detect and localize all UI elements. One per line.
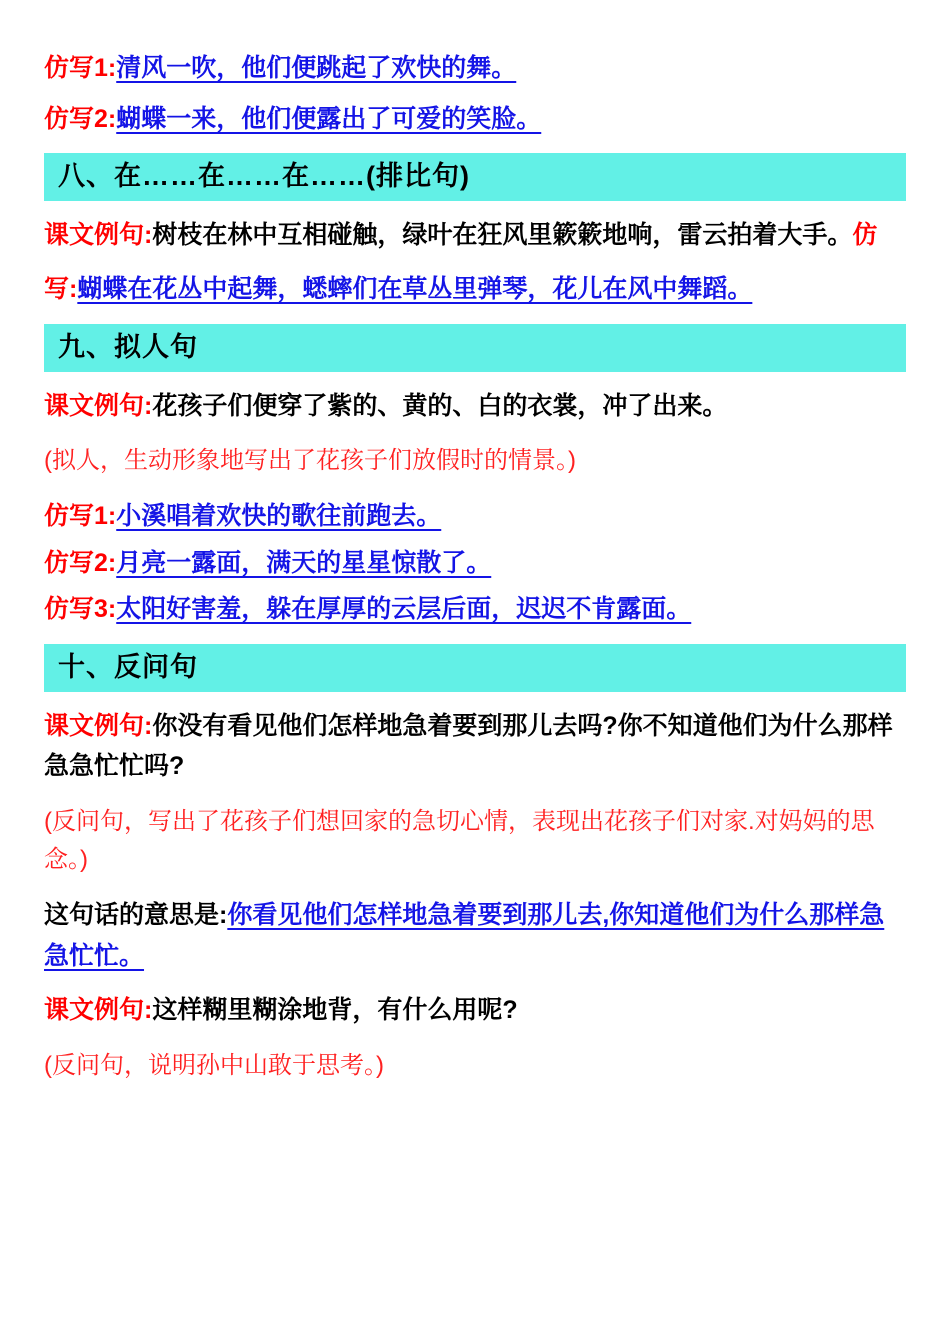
note-line-10-2: (反问句，说明孙中山敢于思考。): [44, 1051, 384, 1079]
section-heading-8: 八、在……在……在……(排比句): [44, 153, 906, 201]
practice-label: 写:: [44, 275, 78, 304]
example-line-10-2: [44, 990, 906, 1031]
practice-answer: 蝴蝶在花丛中起舞，蟋蟀们在草丛里弹琴，花儿在风中舞蹈。: [77, 275, 753, 304]
example-text: 树枝在林中互相碰触，绿叶在狂风里簌簌地响，雷云拍着大手。: [152, 220, 853, 249]
practice-line-9-2: [44, 543, 906, 584]
practice-answer: 清风一吹，他们便跳起了欢快的舞。: [116, 54, 517, 82]
practice-label: 仿写1:: [44, 502, 117, 531]
practice-line-9-3: [44, 589, 906, 630]
practice-answer: 太阳好害羞，躲在厚厚的云层后面，迟迟不肯露面。: [116, 595, 692, 624]
practice-line-2: [44, 99, 906, 140]
example-label: 课文例句:: [44, 711, 153, 740]
practice-label: 仿写3:: [44, 595, 117, 624]
example-label: 课文例句:: [44, 220, 153, 249]
practice-answer: 小溪唱着欢快的歌往前跑去。: [116, 502, 442, 531]
practice-label: 仿写1:: [44, 54, 117, 82]
note-line-9: (拟人，生动形象地写出了花孩子们放假时的情景。): [44, 447, 576, 474]
practice-line-8: [44, 269, 906, 310]
example-text: 花孩子们便穿了紫的、黄的、白的衣裳，冲了出来。: [152, 391, 728, 420]
practice-answer: 月亮一露面，满天的星星惊散了。: [116, 548, 492, 577]
meaning-label: 这句话的意思是:: [44, 901, 228, 930]
note-line-10: (反问句，写出了花孩子们想回家的急切心情，表现出花孩子们对家.对妈妈的思念。): [44, 807, 875, 874]
section-heading-10: 十、反问句: [44, 644, 906, 692]
example-line-10-1: [44, 706, 906, 787]
example-text: 这样糊里糊涂地背，有什么用呢?: [152, 996, 518, 1025]
example-label: 课文例句:: [44, 996, 153, 1025]
practice-label: 仿写2:: [44, 548, 117, 577]
example-line-8: [44, 215, 906, 256]
section-heading-9: 九、拟人句: [44, 324, 906, 372]
example-text: 你没有看见他们怎样地急着要到那儿去吗?你不知道他们为什么那样急急忙忙吗?: [44, 711, 893, 781]
example-label: 课文例句:: [44, 391, 153, 420]
practice-label: 仿写2:: [44, 104, 117, 133]
practice-line-1: [44, 48, 906, 89]
example-line-9: [44, 386, 906, 427]
meaning-answer: 你看见他们怎样地急着要到那儿去,你知道他们为什么那样急急忙忙。: [44, 901, 885, 970]
practice-answer: 蝴蝶一来，他们便露出了可爱的笑脸。: [116, 104, 542, 133]
meaning-line-10: [44, 895, 906, 976]
example-trailing-label: 仿: [852, 220, 878, 249]
practice-line-9-1: [44, 496, 906, 537]
